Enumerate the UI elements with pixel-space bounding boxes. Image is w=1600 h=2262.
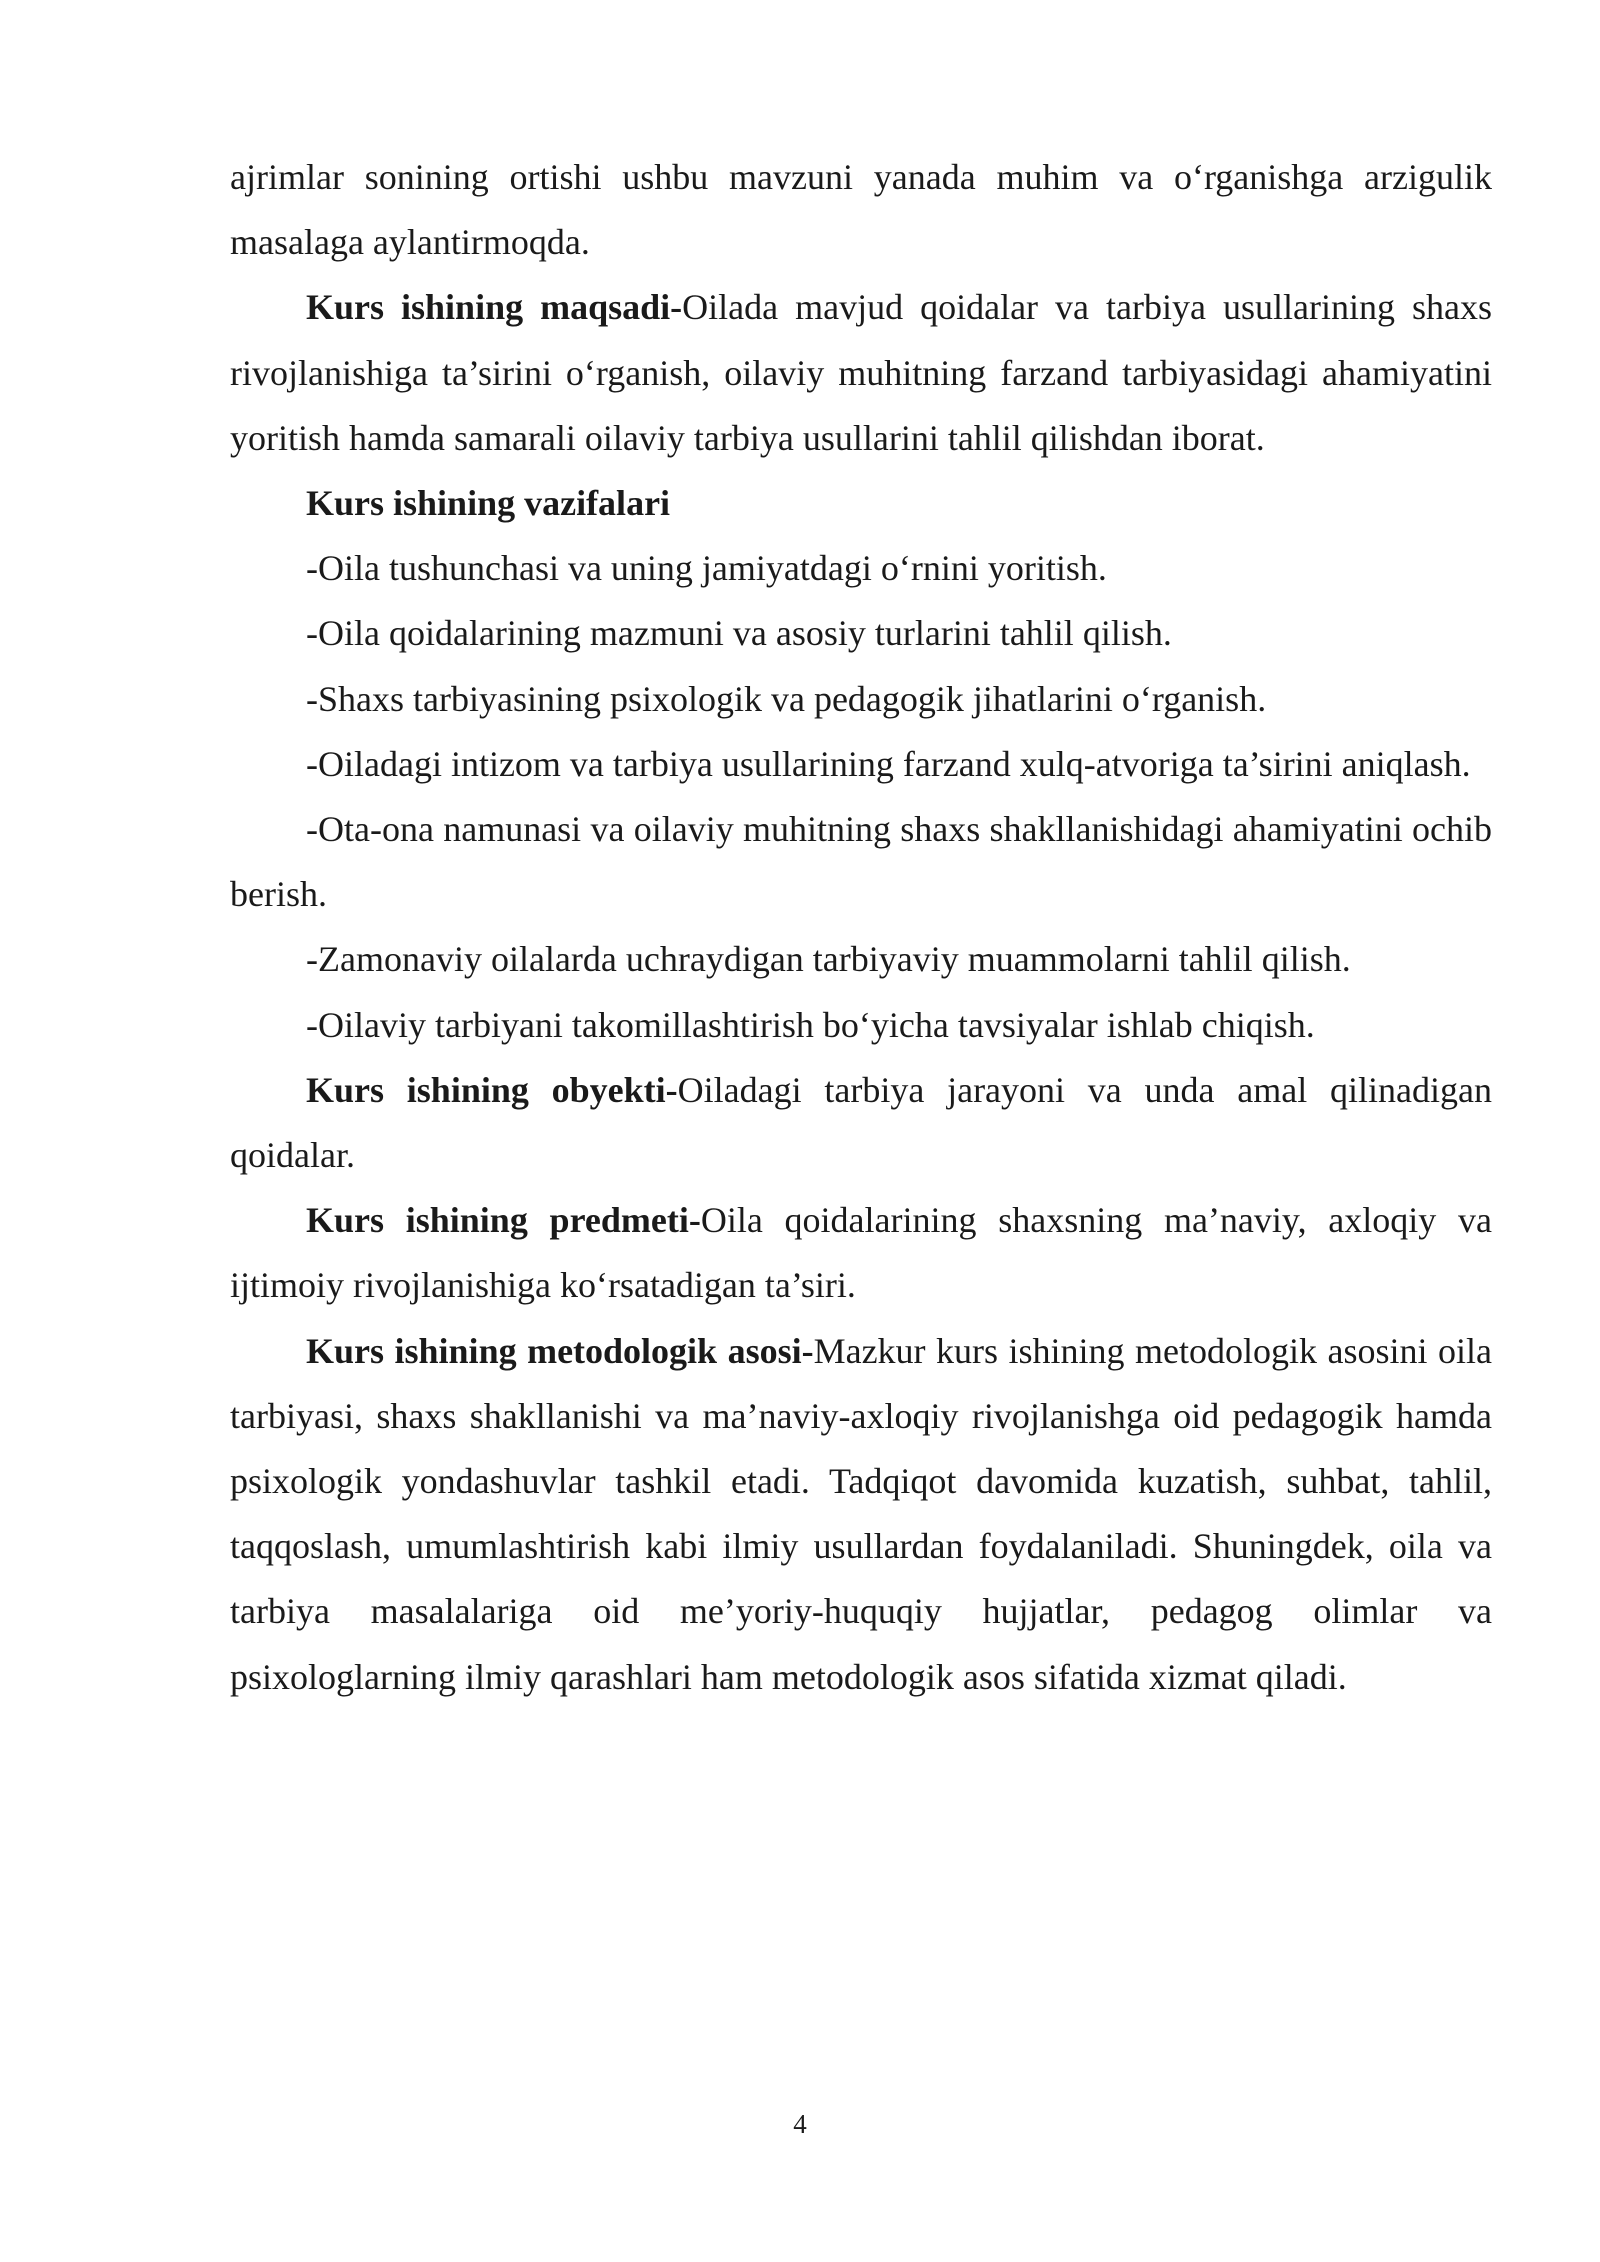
subject-heading: Kurs ishining predmeti-	[306, 1200, 701, 1241]
task-item: -Oiladagi intizom va tarbiya usullarining farzand xulq-atvoriga ta’sirini aniqlash.	[306, 743, 1471, 784]
task-item: -Zamonaviy oilalarda uchraydigan tarbiyaviy muammolarni tahlil qilish.	[306, 939, 1351, 980]
page-number: 4	[793, 2109, 807, 2139]
task-item: -Shaxs tarbiyasining psixologik va pedagogik jihatlarini o‘rganish.	[306, 678, 1267, 719]
goal-heading: Kurs ishining maqsadi-	[306, 287, 683, 328]
goal-paragraph	[230, 275, 1492, 471]
object-text: Oiladagi tarbiya jarayoni va unda amal qilinadigan qoidalar.	[230, 1069, 1492, 1176]
goal-text: Oilada mavjud qoidalar va tarbiya usullarining shaxs rivojlanishiga ta’sirini o‘rganish, oilaviy muhitning farzand tarbiyasidagi ahamiyatini yoritish hamda samarali oilaviy tarbiya usullarini tahlil qilishdan iborat.	[230, 287, 1492, 458]
methodology-text: Mazkur kurs ishining metodologik asosini oila tarbiyasi, shaxs shakllanishi va ma’naviy-axloqiy rivojlanishga oid pedagogik hamda psixologik yondashuvlar tashkil etadi. Tadqiqot davomida kuzatish, suhbat, tahlil, taqqoslash, umumlashtirish kabi ilmiy usullardan foydalaniladi. Shuningdek, oila va tarbiya masalalariga oid me’yoriy-huquqiy hujjatlar, pedagog olimlar va psixologlarning ilmiy qarashlari ham metodologik asos sifatida xizmat qiladi.	[230, 1330, 1492, 1697]
task-item: -Oilaviy tarbiyani takomillashtirish bo‘yicha tavsiyalar ishlab chiqish.	[306, 1004, 1315, 1045]
object-heading: Kurs ishining obyekti-	[306, 1069, 678, 1110]
task-item: -Ota-ona namunasi va oilaviy muhitning shaxs shakllanishidagi ahamiyatini ochib berish.	[230, 809, 1492, 915]
document-body	[230, 145, 1492, 1710]
tasks-list	[230, 536, 1492, 1058]
object-paragraph	[230, 1058, 1492, 1188]
intro-paragraph: ajrimlar sonining ortishi ushbu mavzuni yanada muhim va o‘rganishga arzigulik masalaga aylantirmoqda.	[230, 157, 1492, 263]
subject-text: Oila qoidalarining shaxsning ma’naviy, axloqiy va ijtimoiy rivojlanishiga ko‘rsatadigan ta’siri.	[230, 1200, 1492, 1306]
methodology-paragraph	[230, 1319, 1492, 1710]
tasks-heading: Kurs ishining vazifalari	[306, 483, 671, 524]
task-item: -Oila tushunchasi va uning jamiyatdagi o‘rnini yoritish.	[306, 548, 1107, 589]
subject-paragraph	[230, 1188, 1492, 1318]
methodology-heading: Kurs ishining metodologik asosi-	[306, 1330, 814, 1371]
task-item: -Oila qoidalarining mazmuni va asosiy turlarini tahlil qilish.	[306, 613, 1172, 654]
